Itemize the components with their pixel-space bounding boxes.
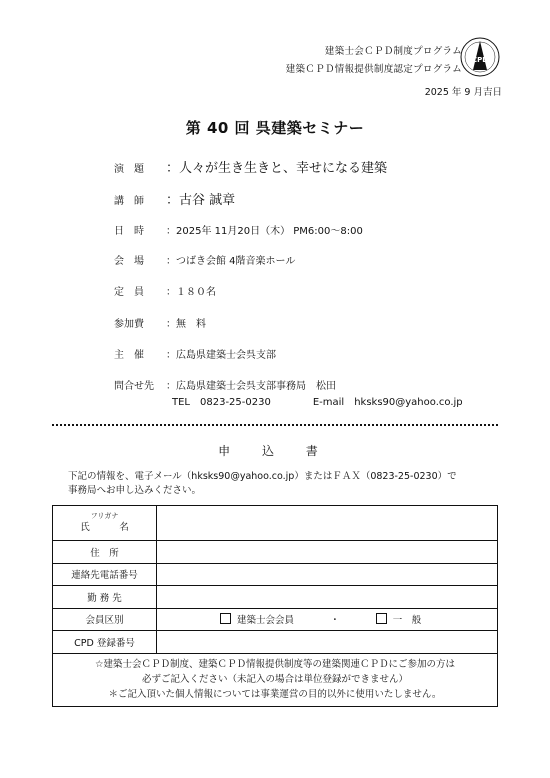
member-checkbox[interactable] [220,613,231,624]
detail-label: 日 時 [114,226,144,237]
detail-value: ：無 料 [166,319,206,330]
furigana-label: フリガナ [90,512,119,520]
detail-organizer [114,346,276,361]
detail-label: 定 員 [114,287,144,298]
general-option-label: 一 般 [392,615,422,627]
phone-label: 連絡先電話番号 [53,563,157,586]
logo-text: CPD [471,56,489,64]
detail-label: 講 師 [114,196,144,207]
name-label-cell [53,506,157,541]
detail-venue [114,252,295,267]
detail-inquiry [114,377,336,392]
note-line: ＊ご記入頂いた個人情報については事業運営の目的以外に使用いたしません。 [108,689,442,700]
detail-value: ：人々が生き生きと、幸せになる建築 [166,161,388,176]
detail-value: ：2025年 11月20日（木） PM6:00～8:00 [166,226,363,237]
cpd-logo-icon [459,36,501,78]
notes-cell [53,653,498,706]
intro-line: 下記の情報を、電子メール（hksks90@yahoo.co.jp）またはＦＡＸ（0823-25-0230）で [68,471,457,482]
detail-topic [114,157,387,176]
workplace-field[interactable] [157,586,498,609]
application-form [52,505,498,707]
phone-field[interactable] [157,563,498,586]
detail-value: ：つばき会館 4階音楽ホール [166,256,296,267]
address-field[interactable] [157,541,498,564]
member-type-options [157,608,498,631]
cpd-number-field[interactable] [157,631,498,654]
detail-lecturer [114,189,235,208]
detail-value: ：広島県建築士会呉支部 [166,350,276,361]
contact-tel: TEL 0823-25-0230 [172,397,271,408]
detail-fee [114,315,206,330]
general-checkbox[interactable] [376,613,387,624]
program-line-1: 建築士会ＣＰＤ制度プログラム [324,46,462,57]
detail-label: 問合せ先 [114,381,154,392]
seminar-title: 第 40 回 呉建築セミナー [185,119,365,137]
detail-label: 会 場 [114,256,144,267]
detail-datetime [114,222,363,237]
option-separator: ・ [330,615,340,627]
issue-date: 2025 年 9 月吉日 [424,87,502,98]
detail-value: ：１８０名 [166,287,216,298]
contact-email[interactable]: E-mail hksks90@yahoo.co.jp [312,397,463,408]
name-label: 氏 名 [80,522,139,533]
workplace-label: 勤 務 先 [53,586,157,609]
detail-value: ：古谷 誠章 [166,193,236,208]
member-type-label: 会員区別 [53,608,157,631]
detail-label: 主 催 [114,350,144,361]
contact-line [172,393,463,408]
note-line: 必ずご記入ください（未記入の場合は単位登録ができません） [141,674,408,685]
name-field[interactable] [157,506,498,541]
cut-line-divider [52,424,498,426]
intro-line: 事務局へお申し込みください。 [68,485,202,496]
note-line: ☆建築士会ＣＰＤ制度、建築ＣＰＤ情報提供制度等の建築関連ＣＰＤにご参加の方は [94,659,456,670]
application-title: 申 込 書 [218,444,332,458]
member-option-label: 建築士会会員 [237,615,295,627]
detail-label: 演 題 [114,164,144,175]
detail-capacity [114,283,216,298]
detail-label: 参加費 [114,319,144,330]
detail-value: ：広島県建築士会呉支部事務局 松田 [166,381,336,392]
program-line-2: 建築ＣＰＤ情報提供制度認定プログラム [285,64,462,75]
application-intro [68,470,508,498]
address-label: 住 所 [53,541,157,564]
cpd-number-label: CPD 登録番号 [53,631,157,654]
